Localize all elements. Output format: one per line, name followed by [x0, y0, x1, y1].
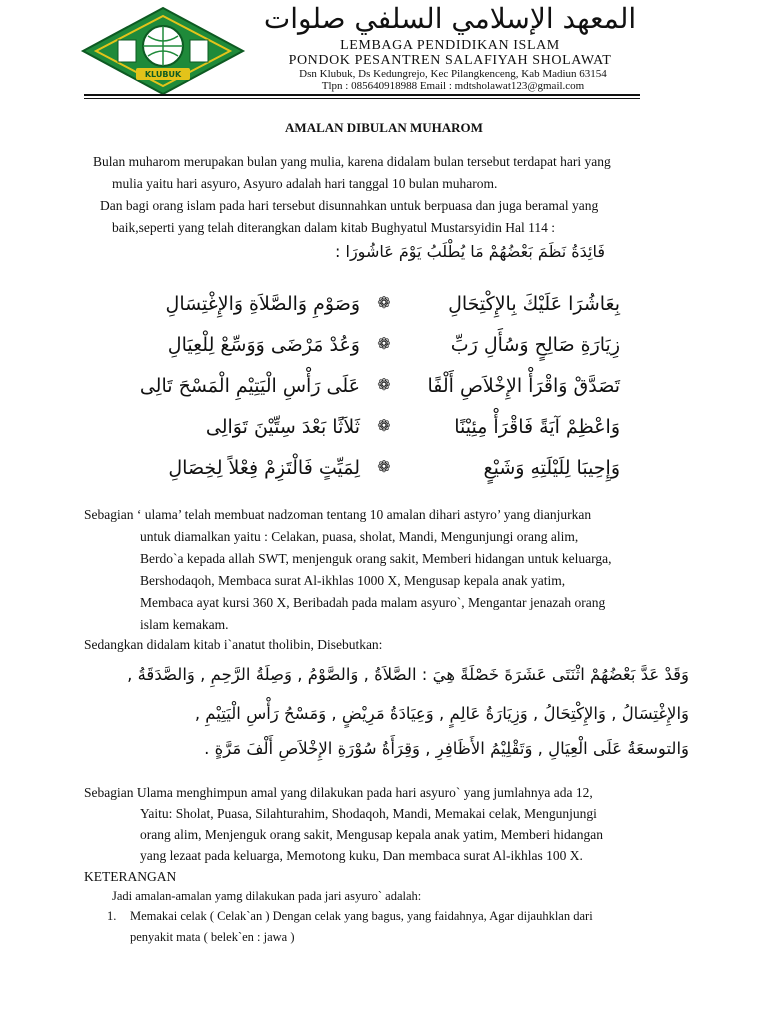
poem-row-5-right: وَإِحِيبَا لِلَيْلَتِهِ وَشَيْعٍ: [483, 457, 620, 479]
header-line-2: PONDOK PESANTREN SALAFIYAH SHOLAWAT: [288, 53, 612, 68]
header-rule-thin: [84, 98, 640, 99]
ornament-icon: ❁: [377, 295, 391, 312]
section2-line3: Berdo`a kepada allah SWT, menjenguk orang sakit, Memberi hidangan untuk keluarga,: [140, 551, 612, 566]
ornament-icon: ❁: [377, 377, 391, 394]
section3-line3: orang alim, Menjenguk orang sakit, Mengusap kepala anak yatim, Memberi hidangan: [140, 827, 603, 842]
poem-row-2-left: وَعُدْ مَرْضَى وَوَسِّعْ لِلْعِيَالِ: [167, 334, 360, 356]
poem-row-3-right: تَصَدَّقْ وَاقْرَأْ الإِخْلاَصِ أَلْفًا: [427, 375, 620, 397]
arabic-quote-line1: وَقَدْ عَدَّ بَعْضُهُمْ اثْنَتَى عَشَرَةَ خَصْلَةً هِيَ : الصَّلاَةُ , وَالصَّوْمُ , وَصِلَةُ الرَّحِمِ , وَالصَّدَقَةُ ,: [127, 665, 689, 684]
section2-line5: Membaca ayat kursi 360 X, Beribadah pada malam asyuro`, Mengantar jenazah orang: [140, 595, 606, 610]
poem-row-4-left: ثَلاَثًا بَعْدَ سِتِّيْنَ تَوَالِى: [205, 416, 360, 438]
poem-row-1-right: بِعَاشُرَا عَلَيْكَ بِالإِكْتِحَالِ: [448, 293, 620, 315]
section3-line4: yang lezaat pada keluarga, Memotong kuku, Dan membaca surat Al-ikhlas 100 X.: [140, 848, 583, 863]
header-contact: Tlpn : 085640918988 Email : mdtsholawat123@gmail.com: [321, 80, 585, 92]
keterangan-item1-line1: Memakai celak ( Celak`an ) Dengan celak yang bagus, yang faidahnya, Agar dijauhklan dari: [130, 909, 593, 923]
arabic-intro: فَائِدَةُ نَظَمَ بَعْضُهُمْ مَا يُطْلَبُ يَوْمَ عَاشُورَا :: [335, 242, 605, 261]
section2-line4: Bershodaqoh, Membaca surat Al-ikhlas 1000 X, Mengusap kepala anak yatim,: [140, 573, 566, 588]
keterangan-intro: Jadi amalan-amalan yamg dilakukan pada jari asyuro` adalah:: [112, 889, 422, 903]
poem-row-3-left: عَلَى رَأْسِ الْيَتِيْمِ الْمَسْحَ تَالِى: [139, 375, 360, 397]
arabic-institution-title: المعهد الإسلامي السلفي صلوات: [263, 2, 637, 35]
poem-row-4-right: وَاعْظِمْ آيَةً فَاقْرَأْ مِئِيْنًا: [454, 416, 620, 438]
intro-p2-line1: Dan bagi orang islam pada hari tersebut disunnahkan untuk berpuasa dan juga beramal yang: [100, 198, 599, 213]
arabic-quote-line2: وَالإِغْتِسَالُ , وَالإِكْتِحَالُ , وَزِيَارَةُ عَالِمٍ , وَعِيَادَةُ مَرِيْضٍ , وَمَسْحُ رَأْسِ الْيَتِيْمِ ,: [194, 704, 689, 723]
intro-p2-line2: baik,seperti yang telah diterangkan dalam kitab Bughyatul Mustarsyidin Hal 114 :: [112, 220, 556, 235]
ornament-icon: ❁: [377, 459, 391, 476]
ornament-icon: ❁: [377, 336, 391, 353]
keterangan-item1-line2: penyakit mata ( belek`en : jawa ): [130, 930, 295, 944]
section2-line6: islam kemakam.: [140, 617, 229, 632]
logo-text: KLUBUK: [144, 70, 182, 79]
section2-line7: Sedangkan didalam kitab i`anatut tholibin, Disebutkan:: [84, 637, 383, 652]
section3-line1: Sebagian Ulama menghimpun amal yang dilakukan pada hari asyuro` yang jumlahnya ada 12,: [84, 785, 593, 800]
section2-line1: Sebagian ‘ ulama’ telah membuat nadzoman tentang 10 amalan dihari astyro’ yang dianjurkan: [84, 507, 592, 522]
keterangan-heading: KETERANGAN: [84, 869, 177, 884]
document-title: AMALAN DIBULAN MUHAROM: [285, 120, 483, 135]
section3-line2: Yaitu: Sholat, Puasa, Silahturahim, Shodaqoh, Mandi, Memakai celak, Mengunjungi: [140, 806, 597, 821]
institution-logo: [78, 6, 248, 96]
intro-p1-line1: Bulan muharom merupakan bulan yang mulia, karena didalam bulan tersebut terdapat hari yang: [93, 154, 611, 169]
header-rule-thick: [84, 94, 640, 96]
section2-line2: untuk diamalkan yaitu : Celakan, puasa, sholat, Mandi, Mengunjungi orang alim,: [140, 529, 579, 544]
poem-row-5-left: لِمَيِّتٍ فَالْتَزِمْ فِعْلاً لِخِصَالِ: [168, 457, 360, 479]
header-line-1: LEMBAGA PENDIDIKAN ISLAM: [340, 38, 560, 53]
poem-row-2-right: زِيَارَةِ صَالِحٍ وَسُأَلِ رَبِّ: [450, 334, 620, 356]
ornament-icon: ❁: [377, 418, 391, 435]
poem-row-1-left: وَصَوْمِ وَالصَّلاَةِ وَالإِغْتِسَالِ: [165, 293, 360, 315]
keterangan-item1-number: 1.: [107, 909, 117, 923]
header-address: Dsn Klubuk, Ds Kedungrejo, Kec Pilangkenceng, Kab Madiun 63154: [299, 68, 607, 80]
arabic-quote-line3: وَالتوسعَةُ عَلَى الْعِيَالِ , وَتَقْلِيْمُ الأَظَافِرِ , وَقِرَأَةُ سُوْرَةِ الإِخْلاَصِ أَلْفَ مَرَّةٍ .: [204, 739, 689, 758]
intro-p1-line2: mulia yaitu hari asyuro, Asyuro adalah hari tanggal 10 bulan muharom.: [112, 176, 498, 191]
